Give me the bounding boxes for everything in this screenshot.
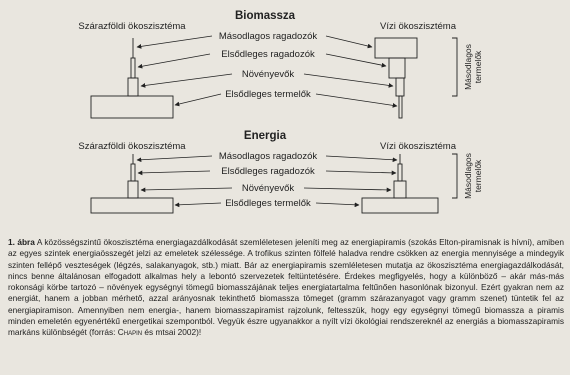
biomass-title: Biomassza [234, 10, 296, 22]
energy-label-producers: Elsődleges termelők [225, 198, 311, 209]
energy-terrestrial-pyramid [91, 154, 173, 213]
biomass-label-secondary-predators: Másodlagos ragadozók [218, 31, 318, 42]
biomass-label-primary-predators: Elsődleges ragadozók [221, 49, 315, 60]
energy-title: Energia [243, 130, 287, 142]
caption-source-author: Chapin [117, 327, 143, 337]
aquatic-biomass-producers [399, 96, 402, 118]
energy-terrestrial-title: Szárazföldi ökoszisztéma [78, 141, 186, 152]
caption-text: A közösségszintű ökoszisztéma energiagazdálkodását szemléletesen jeleníti meg az energiapiramis (szokás Elton-piramisnak is hívni), amiben az egyes szintek energiaösszegét jelzi az emeletek szélessége. A trofikus szinten fölfelé haladva rendre csökken az energia mennyisége a mindegyik szinten fellépő veszteségek (légzés, salakanyagok, stb.) miatt. Bár az energiapiramis szemléletesen mutatja az ökoszisztéma energiagazdálkodását, nincs benne általánosan elfogadott alkalmas hely a lebontó szervezetek feltüntetésére. Érdekes megfigyelés, hogy a különböző – akár más-más rokonsági körbe tartozó – növények egységnyi tömegű biomasszájának teljes energiatartalma feltűnően hasonlónak bizonyul. Ezért gyakran nem az energiát, hanem a jobban mérhető, azzal arányosnak tekinthető biomassza tömeget (gramm szárazanyagot vagy gramm szenet) tüntetik fel az energiapiramison. Amennyiben nem energia-, hanem biomasszapiramist rajzolunk, feltesszük, hogy egy egységnyi tömegű biomassza a piramis minden emeletén egyenértékű energetikai szempontból. Vegyük észre ugyanakkor a nyílt vízi ökológiai rendszereknél az energiás a biomasszapiramis markáns különbségét (forrás: [8, 237, 564, 337]
biomass-side-label-1: Másodlagos [463, 44, 473, 90]
figure-caption [8, 237, 564, 338]
biomass-aquatic-title: Vízi ökoszisztéma [379, 21, 457, 32]
aquatic-energy-producers [362, 198, 438, 213]
terrestrial-biomass-producers [91, 96, 173, 118]
terrestrial-biomass-primary-predators [131, 58, 135, 78]
aquatic-energy-herbivores [394, 181, 406, 198]
energy-label-secondary-predators: Másodlagos ragadozók [218, 151, 318, 162]
energy-label-primary-predators: Elsődleges ragadozók [221, 166, 315, 177]
terrestrial-biomass-herbivores [128, 78, 138, 96]
energy-level-labels [219, 151, 317, 209]
aquatic-biomass-herbivores [396, 78, 404, 96]
energy-panel [78, 130, 483, 213]
biomass-terrestrial-pyramid [91, 38, 173, 118]
energy-aquatic-title: Vízi ökoszisztéma [379, 141, 457, 152]
energy-aquatic-pyramid [362, 154, 438, 213]
figure-number: 1. ábra [8, 237, 35, 247]
energy-label-herbivores: Növényevők [241, 183, 295, 194]
energy-side-label-1: Másodlagos [463, 153, 473, 199]
terrestrial-energy-primary-predators [131, 164, 135, 181]
biomass-panel [78, 10, 483, 118]
biomass-side-label-2: termelők [473, 50, 483, 84]
energy-secondary-producers-bracket [452, 153, 483, 199]
terrestrial-energy-producers [91, 198, 173, 213]
biomass-level-labels [219, 31, 317, 100]
aquatic-biomass-secondary-predators [375, 38, 417, 58]
aquatic-energy-primary-predators [398, 164, 402, 181]
biomass-label-herbivores: Növényevők [241, 69, 295, 80]
caption-text-end: és mtsai 2002)! [142, 327, 202, 337]
terrestrial-energy-herbivores [128, 181, 138, 198]
aquatic-biomass-primary-predators [389, 58, 405, 78]
energy-side-label-2: termelők [473, 159, 483, 193]
biomass-terrestrial-title: Szárazföldi ökoszisztéma [78, 21, 186, 32]
biomass-label-producers: Elsődleges termelők [225, 89, 311, 100]
biomass-secondary-producers-bracket [452, 38, 483, 96]
